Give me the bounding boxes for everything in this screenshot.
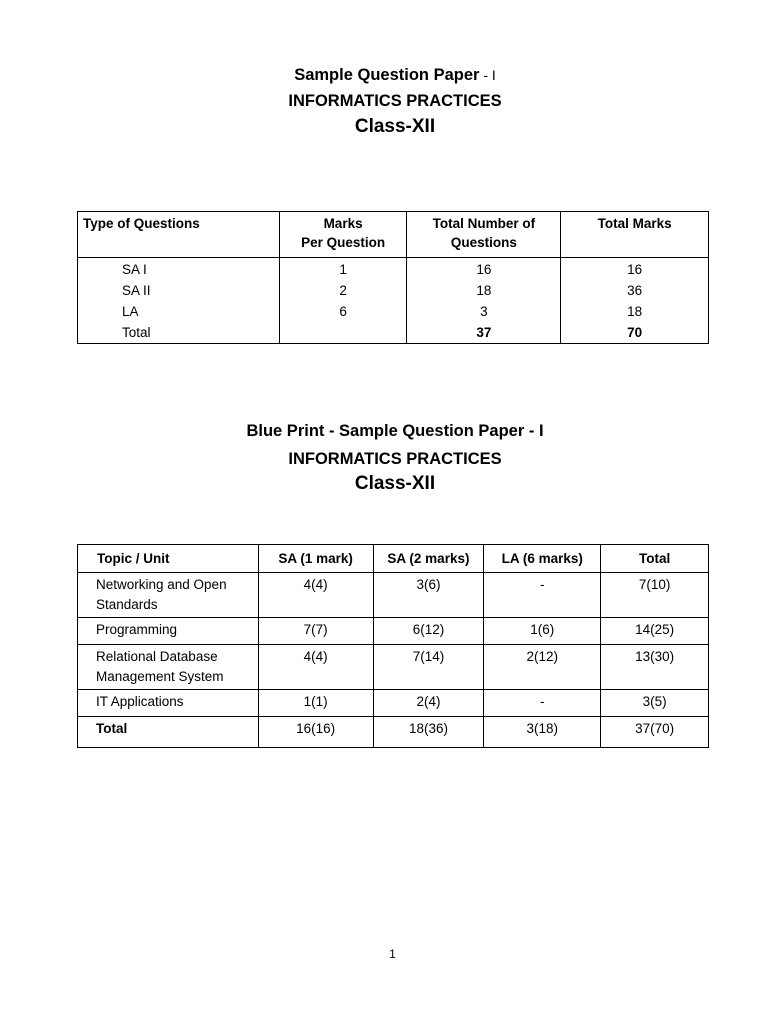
table-total-row bbox=[78, 717, 709, 748]
marks-distribution-table bbox=[77, 211, 709, 344]
subject-title: INFORMATICS PRACTICES bbox=[288, 92, 502, 110]
table-cell: 7(7) bbox=[258, 618, 373, 645]
table-cell: SA I bbox=[78, 258, 280, 281]
table-cell: Total bbox=[78, 717, 259, 748]
column-header: LA (6 marks) bbox=[484, 545, 601, 573]
table-row bbox=[78, 258, 709, 281]
table-cell bbox=[279, 322, 407, 344]
table-row bbox=[78, 280, 709, 301]
table-cell: 7(14) bbox=[373, 645, 484, 690]
column-header: Type of Questions bbox=[78, 212, 280, 258]
table-cell: 6(12) bbox=[373, 618, 484, 645]
table-total-row bbox=[78, 322, 709, 344]
table-cell: 18 bbox=[561, 301, 709, 322]
table-cell: 70 bbox=[561, 322, 709, 344]
table-cell: 16(16) bbox=[258, 717, 373, 748]
table-cell: Relational Database Management System bbox=[78, 645, 259, 690]
table-cell: 16 bbox=[561, 258, 709, 281]
paper-number: - I bbox=[479, 67, 496, 83]
table-cell: 4(4) bbox=[258, 645, 373, 690]
table-cell: Networking and Open Standards bbox=[78, 573, 259, 618]
table-cell: 1(1) bbox=[258, 690, 373, 717]
table-row bbox=[78, 618, 709, 645]
table-cell: - bbox=[484, 573, 601, 618]
table-row bbox=[78, 690, 709, 717]
blueprint-title: Blue Print - Sample Question Paper - I bbox=[246, 422, 544, 440]
table-cell: 2(4) bbox=[373, 690, 484, 717]
column-header: SA (1 mark) bbox=[258, 545, 373, 573]
table-cell: 3 bbox=[407, 301, 561, 322]
column-header: SA (2 marks) bbox=[373, 545, 484, 573]
table-cell: 14(25) bbox=[601, 618, 709, 645]
column-header: Topic / Unit bbox=[78, 545, 259, 573]
table-row bbox=[78, 301, 709, 322]
table-cell: 3(5) bbox=[601, 690, 709, 717]
table-cell: 2 bbox=[279, 280, 407, 301]
table-cell: 13(30) bbox=[601, 645, 709, 690]
table-cell: 18(36) bbox=[373, 717, 484, 748]
table-row bbox=[78, 573, 709, 618]
table-cell: - bbox=[484, 690, 601, 717]
table-cell: 16 bbox=[407, 258, 561, 281]
table-header-row bbox=[78, 212, 709, 258]
table-cell: LA bbox=[78, 301, 280, 322]
column-header: Total bbox=[601, 545, 709, 573]
column-header: Total Marks bbox=[561, 212, 709, 258]
table-cell: Programming bbox=[78, 618, 259, 645]
blueprint-table bbox=[77, 544, 709, 748]
table-cell: 2(12) bbox=[484, 645, 601, 690]
table-cell: SA II bbox=[78, 280, 280, 301]
page-number: 1 bbox=[389, 947, 396, 961]
table-cell: Total bbox=[78, 322, 280, 344]
column-header: Total Number of Questions bbox=[407, 212, 561, 258]
table-cell: 36 bbox=[561, 280, 709, 301]
column-header: Marks Per Question bbox=[279, 212, 407, 258]
blueprint-subject-title: INFORMATICS PRACTICES bbox=[288, 450, 502, 468]
table-header-row bbox=[78, 545, 709, 573]
table-cell: 3(18) bbox=[484, 717, 601, 748]
class-title: Class-XII bbox=[354, 116, 436, 137]
paper-title: Sample Question Paper - I bbox=[294, 66, 496, 84]
table-cell: 1(6) bbox=[484, 618, 601, 645]
table-cell: 37(70) bbox=[601, 717, 709, 748]
table-cell: 37 bbox=[407, 322, 561, 344]
table-cell: 4(4) bbox=[258, 573, 373, 618]
table-cell: 7(10) bbox=[601, 573, 709, 618]
table-cell: IT Applications bbox=[78, 690, 259, 717]
table-row bbox=[78, 645, 709, 690]
table-cell: 6 bbox=[279, 301, 407, 322]
table-cell: 1 bbox=[279, 258, 407, 281]
table-cell: 3(6) bbox=[373, 573, 484, 618]
table-cell: 18 bbox=[407, 280, 561, 301]
blueprint-class-title: Class-XII bbox=[354, 473, 436, 494]
